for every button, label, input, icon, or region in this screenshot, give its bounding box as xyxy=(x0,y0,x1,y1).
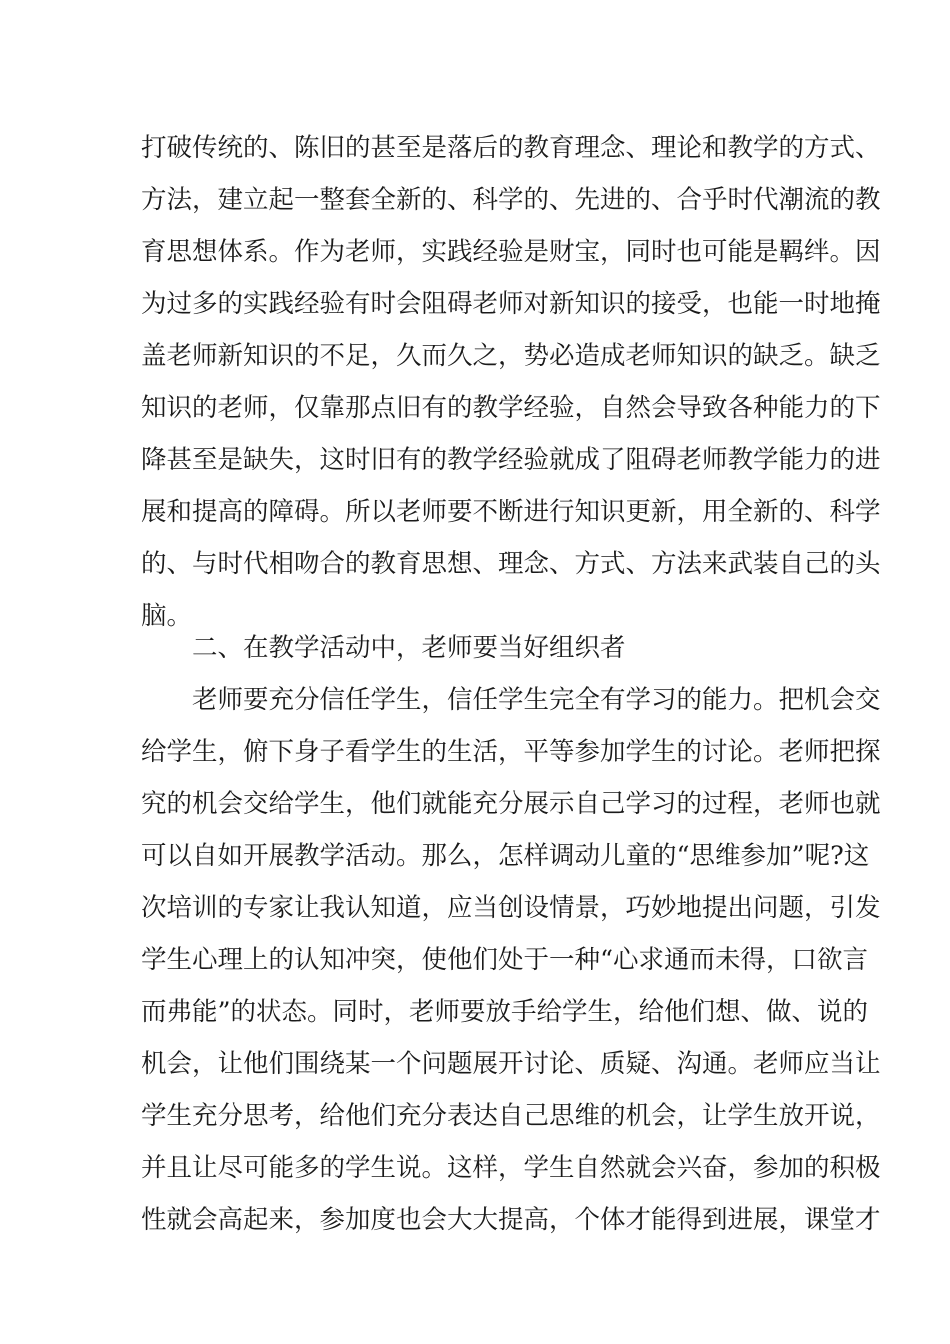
paragraph-line: 机会，让他们围绕某一个问题展开讨论、质疑、沟通。老师应当让 xyxy=(141,1049,881,1079)
section-heading: 二、在教学活动中，老师要当好组织者 xyxy=(192,633,626,663)
paragraph-line: 降甚至是缺失，这时旧有的教学经验就成了阻碍老师教学能力的进 xyxy=(141,445,881,475)
paragraph-line: 盖老师新知识的不足，久而久之，势必造成老师知识的缺乏。缺乏 xyxy=(141,341,881,371)
paragraph-line: 育思想体系。作为老师，实践经验是财宝，同时也可能是羁绊。因 xyxy=(141,237,881,267)
paragraph-line: 给学生，俯下身子看学生的生活，平等参加学生的讨论。老师把探 xyxy=(141,737,881,767)
paragraph-line: 性就会高起来，参加度也会大大提高，个体才能得到进展，课堂才 xyxy=(141,1205,881,1235)
paragraph-line: 究的机会交给学生，他们就能充分展示自己学习的过程，老师也就 xyxy=(141,789,881,819)
paragraph-line: 脑。 xyxy=(141,601,193,631)
paragraph-line: 的、与时代相吻合的教育思想、理念、方式、方法来武装自己的头 xyxy=(141,549,881,579)
paragraph-line: 知识的老师，仅靠那点旧有的教学经验，自然会导致各种能力的下 xyxy=(141,393,881,423)
paragraph-line: 方法，建立起一整套全新的、科学的、先进的、合乎时代潮流的教 xyxy=(141,185,881,215)
paragraph-line: 学生充分思考，给他们充分表达自己思维的机会，让学生放开说， xyxy=(141,1101,881,1131)
paragraph-line: 展和提高的障碍。所以老师要不断进行知识更新，用全新的、科学 xyxy=(141,497,881,527)
paragraph-line: 次培训的专家让我认知道，应当创设情景，巧妙地提出问题，引发 xyxy=(141,893,881,923)
paragraph-line: 老师要充分信任学生，信任学生完全有学习的能力。把机会交 xyxy=(192,685,881,715)
paragraph-line: 并且让尽可能多的学生说。这样，学生自然就会兴奋，参加的积极 xyxy=(141,1153,881,1183)
paragraph-line: 学生心理上的认知冲突，使他们处于一种“心求通而未得，口欲言 xyxy=(141,945,869,975)
paragraph-line: 打破传统的、陈旧的甚至是落后的教育理念、理论和教学的方式、 xyxy=(141,133,881,163)
paragraph-line: 可以自如开展教学活动。那么，怎样调动儿童的“思维参加”呢?这 xyxy=(141,841,870,871)
paragraph-line: 为过多的实践经验有时会阻碍老师对新知识的接受，也能一时地掩 xyxy=(141,289,881,319)
paragraph-line: 而弗能”的状态。同时，老师要放手给学生，给他们想、做、说的 xyxy=(141,997,869,1027)
